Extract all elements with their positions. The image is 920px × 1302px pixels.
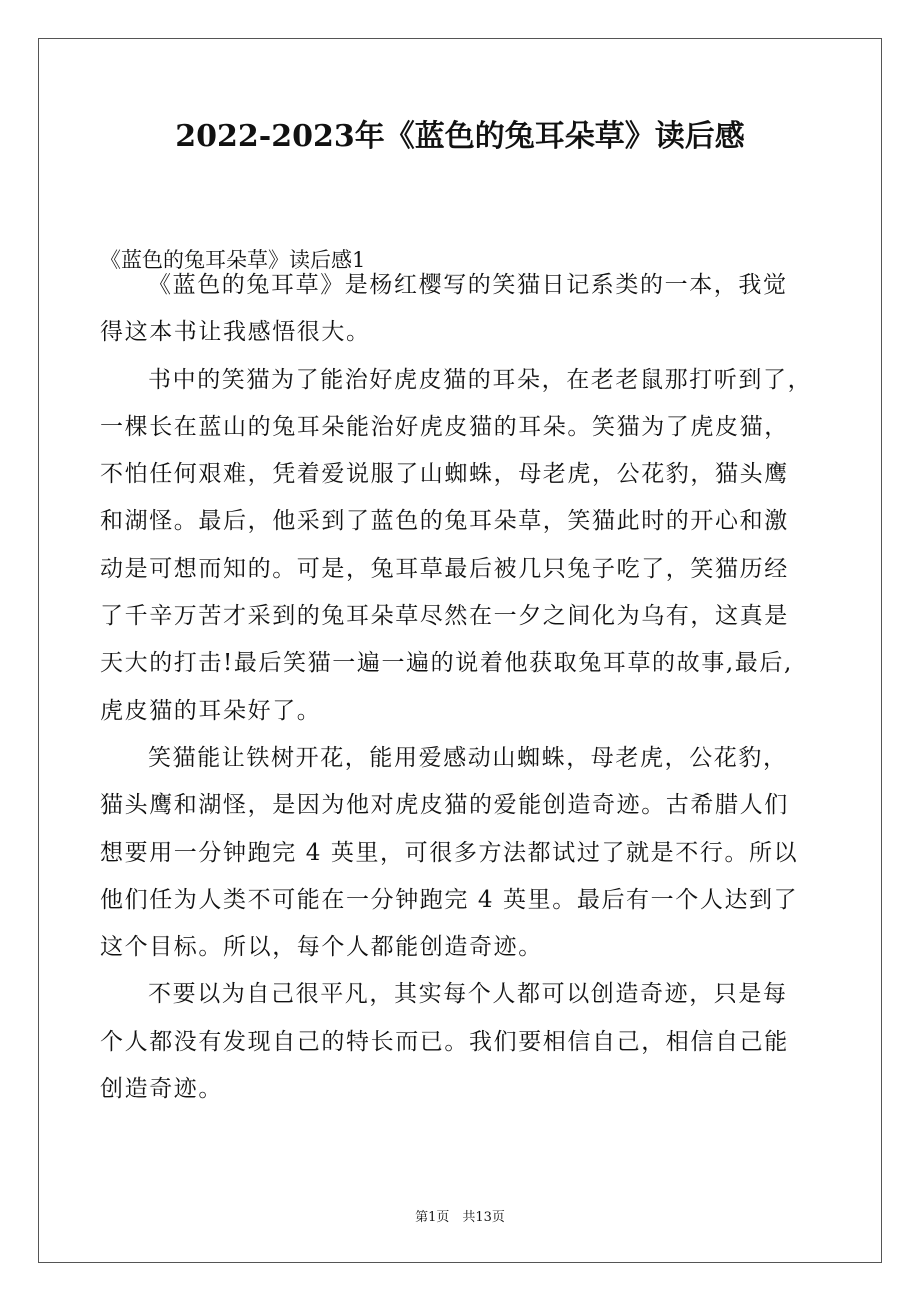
paragraph-line: 这个目标。所以，每个人都能创造奇迹。	[100, 934, 543, 961]
paragraph-line: 《蓝色的兔耳草》是杨红樱写的笑猫日记系类的一本，我觉	[148, 272, 788, 298]
paragraph-line: 书中的笑猫为了能治好虎皮猫的耳朵，在老老鼠那打听到了，	[148, 366, 813, 393]
paragraph	[100, 262, 820, 357]
paragraph-line: 和湖怪。最后，他采到了蓝色的兔耳朵草，笑猫此时的开心和激	[100, 508, 789, 535]
paragraph	[100, 735, 820, 971]
paragraph-line: 想要用一分钟跑完 4 英里，可很多方法都试过了就是不行。所以	[100, 839, 799, 866]
paragraph-line: 了千辛万苦才采到的兔耳朵草尽然在一夕之间化为乌有，这真是	[100, 603, 789, 630]
paragraph	[100, 357, 820, 735]
paragraph-line: 笑猫能让铁树开花，能用爱感动山蜘蛛，母老虎，公花豹，	[148, 744, 788, 771]
paragraph-line: 猫头鹰和湖怪，是因为他对虎皮猫的爱能创造奇迹。古希腊人们	[100, 792, 789, 819]
paragraph-line: 得这本书让我感悟很大。	[100, 319, 371, 346]
paragraph	[100, 971, 820, 1113]
section-heading: 《蓝色的兔耳朵草》读后感1	[100, 248, 366, 272]
paragraph-line: 个人都没有发现自己的特长而已。我们要相信自己，相信自己能	[100, 1028, 789, 1055]
paragraph-line: 动是可想而知的。可是，兔耳草最后被几只兔子吃了，笑猫历经	[100, 555, 789, 582]
paragraph-line: 不要以为自己很平凡，其实每个人都可以创造奇迹，只是每	[148, 981, 788, 1008]
paragraph-line: 创造奇迹。	[100, 1076, 223, 1103]
page-footer: 第1页 共13页	[415, 1210, 505, 1225]
paragraph-line: 天大的打击!最后笑猫一遍一遍的说着他获取兔耳草的故事,最后,	[100, 650, 793, 677]
paragraph-line: 不怕任何艰难，凭着爱说服了山蜘蛛，母老虎，公花豹，猫头鹰	[100, 461, 789, 488]
paragraph-line: 他们任为人类不可能在一分钟跑完 4 英里。最后有一个人达到了	[100, 886, 799, 913]
paragraph-line: 一棵长在蓝山的兔耳朵能治好虎皮猫的耳朵。笑猫为了虎皮猫，	[100, 413, 789, 440]
paragraph-line: 虎皮猫的耳朵好了。	[100, 697, 322, 724]
document-title: 2022-2023年《蓝色的兔耳朵草》读后感	[175, 119, 745, 154]
document-body	[100, 262, 820, 1113]
